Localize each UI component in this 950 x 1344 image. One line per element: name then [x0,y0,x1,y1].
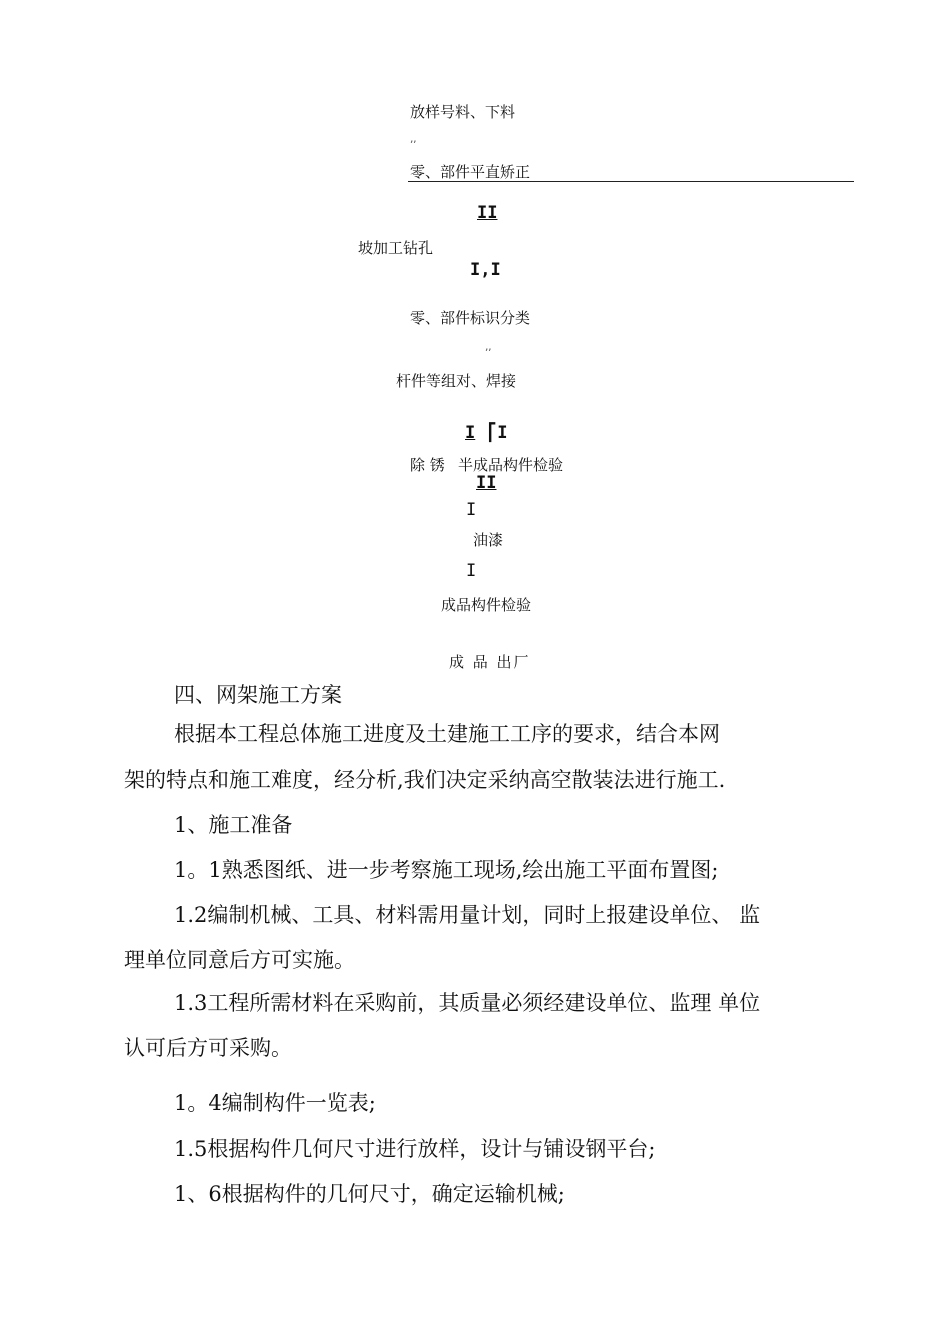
flow-divider-line [408,181,854,182]
flow-connector-mark: I [466,500,477,520]
list-item-1-1: 1。1熟悉图纸、进一步考察施工现场,绘出施工平面布置图; [174,858,719,882]
list-item-1-3-line1: 1.3工程所需材料在采购前，其质量必须经建设单位、监理 单位 [174,991,761,1015]
sub-heading: 1、施工准备 [174,813,293,837]
section-heading: 四、网架施工方案 [174,683,342,707]
flow-step-layout-release: 放样号料、下料 [410,103,516,121]
flow-step-paint: 油漆 [473,531,504,549]
list-item-1-2-line2: 理单位同意后方可实施。 [124,948,355,972]
paragraph-intro-line2: 架的特点和施工难度，经分析,我们决定采纳高空散装法进行施工. [124,768,726,792]
flow-step-straighten: 零、部件平直矫正 [410,163,531,181]
flow-connector-mark: II [477,203,498,223]
flow-connector-mark: ⎡I [487,423,508,443]
flow-step-assemble-weld: 杆件等组对、焊接 [396,372,517,390]
flow-step-semi-inspect: 半成品构件检验 [458,456,564,474]
flow-connector-mark: I [466,561,477,581]
list-item-1-4: 1。4编制构件一览表; [174,1091,376,1115]
flow-connector-mark: I [465,423,476,443]
flow-tick-mark: ’’ [410,140,417,151]
paragraph-intro-line1: 根据本工程总体施工进度及土建施工工序的要求，结合本网 [174,722,720,746]
flow-tick-mark: ’’ [485,348,492,359]
flow-step-ship: 成 品 出厂 [449,653,531,671]
flow-step-final-inspect: 成品构件检验 [441,596,532,614]
list-item-1-5: 1.5根据构件几何尺寸进行放样，设计与铺设钢平台; [174,1137,656,1161]
flow-step-identify: 零、部件标识分类 [410,309,531,327]
list-item-1-2-line1: 1.2编制机械、工具、材料需用量计划，同时上报建设单位、 监 [174,903,761,927]
flow-connector-mark: I,I [470,260,501,280]
flow-step-drill: 坡加工钻孔 [358,239,434,257]
list-item-1-3-line2: 认可后方可采购。 [124,1036,292,1060]
list-item-1-6: 1、6根据构件的几何尺寸，确定运输机械; [174,1182,565,1206]
flow-connector-mark: II [476,473,497,493]
flow-step-derust: 除 锈 [410,456,445,474]
